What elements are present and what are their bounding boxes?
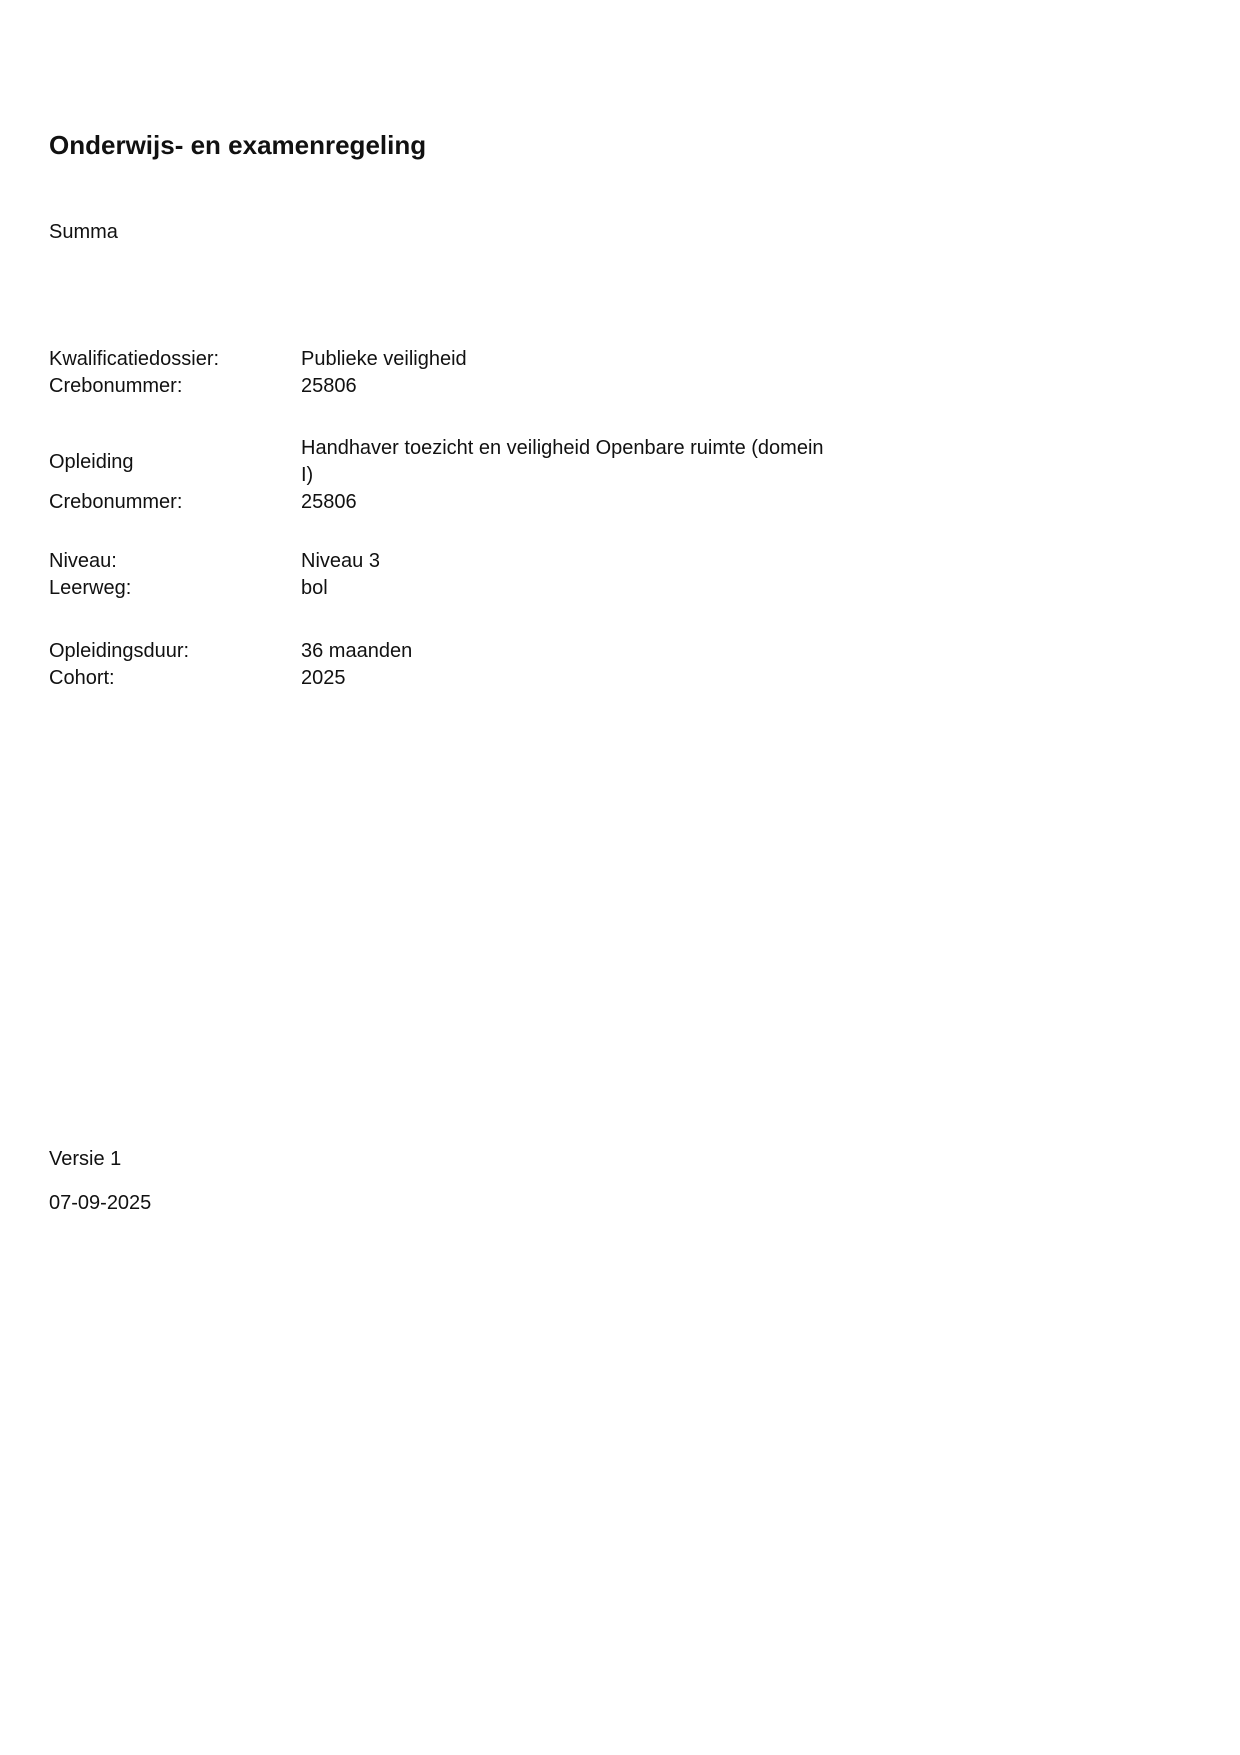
field-label: Leerweg: xyxy=(49,577,132,599)
field-row xyxy=(49,665,849,692)
date-text: 07-09-2025 xyxy=(49,1192,152,1214)
field-label: Crebonummer: xyxy=(49,375,183,397)
field-value: Niveau 3 xyxy=(301,550,380,572)
field-row xyxy=(49,435,849,489)
field-value: 2025 xyxy=(301,667,346,689)
page-footer xyxy=(49,1146,151,1217)
field-label: Cohort: xyxy=(49,667,115,689)
field-label: Kwalificatiedossier: xyxy=(49,348,220,370)
field-row xyxy=(49,489,849,516)
field-group-niveau-leerweg xyxy=(49,548,849,602)
field-value: 25806 xyxy=(301,375,357,397)
field-row xyxy=(49,346,849,373)
field-row xyxy=(49,575,849,602)
field-value: Publieke veiligheid xyxy=(301,348,467,370)
info-fields xyxy=(49,346,849,692)
field-row xyxy=(49,373,849,400)
field-value: 36 maanden xyxy=(301,640,413,662)
field-label: Opleidingsduur: xyxy=(49,640,190,662)
field-value: Handhaver toezicht en veiligheid Openbare ruimte (domein I) xyxy=(301,437,824,486)
field-label: Niveau: xyxy=(49,550,117,572)
field-group-kwalificatiedossier xyxy=(49,346,849,400)
field-group-opleiding xyxy=(49,435,849,516)
field-group-duur-cohort xyxy=(49,638,849,692)
version-text: Versie 1 xyxy=(49,1148,122,1170)
field-row xyxy=(49,548,849,575)
field-label: Crebonummer: xyxy=(49,491,183,513)
field-value: 25806 xyxy=(301,491,357,513)
document-title: Onderwijs- en examenregeling xyxy=(49,130,427,160)
field-value: bol xyxy=(301,577,328,599)
field-row xyxy=(49,638,849,665)
field-label: Opleiding xyxy=(49,450,134,473)
organization-name: Summa xyxy=(49,221,118,243)
